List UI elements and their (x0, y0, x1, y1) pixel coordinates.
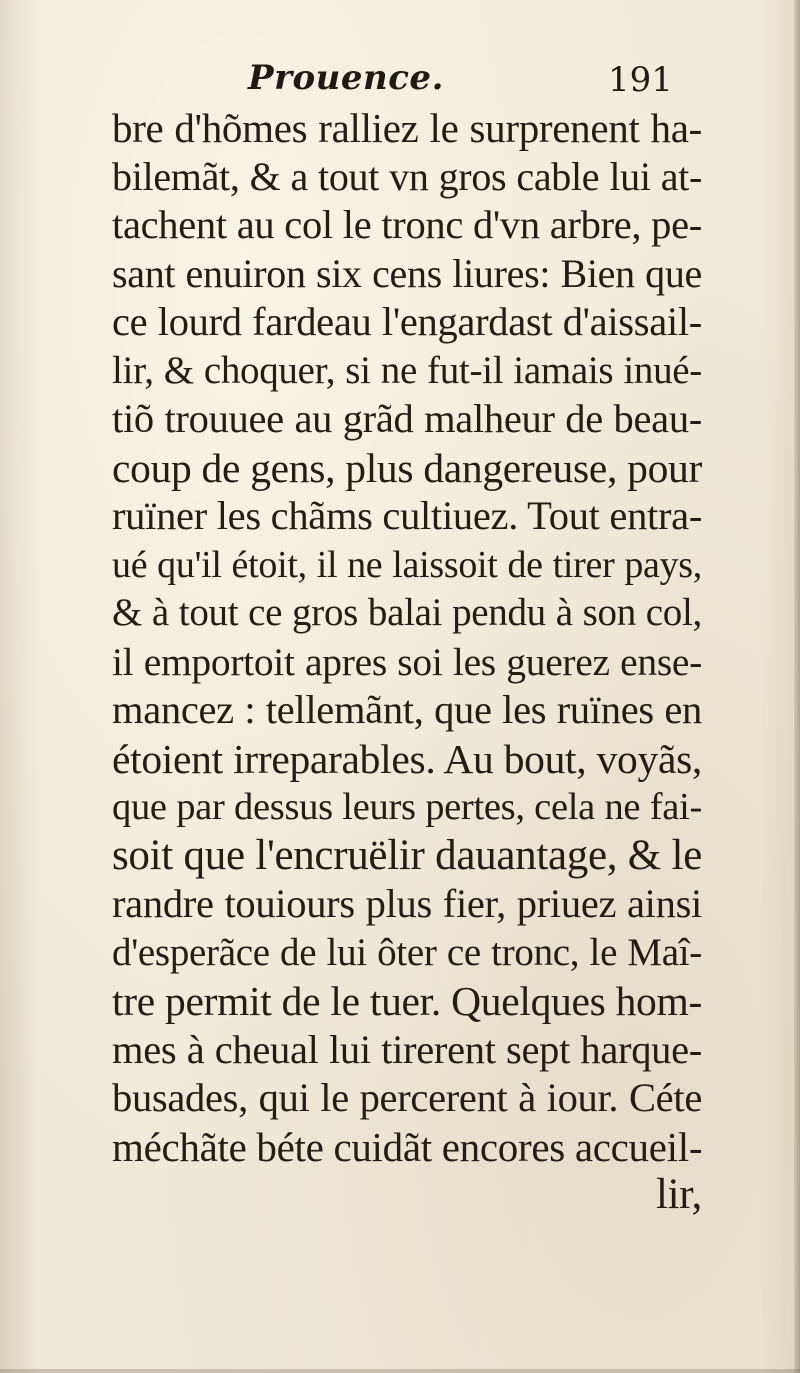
page-number: 191 (608, 60, 673, 100)
text-line: tiõ trouuee au grãd malheur de beau- (112, 396, 702, 441)
text-line: soit que l'encruëlir dauantage, & le (112, 831, 702, 879)
text-line: méchãte béte cuidãt encores accueil- (112, 1123, 703, 1170)
page-bottom-edge (0, 1369, 800, 1373)
text-line: randre touiours plus fier, priuez ainsi (112, 881, 702, 926)
text-line: busades, qui le percerent à iour. Céte (112, 1075, 702, 1120)
catchword: lir, (655, 1171, 702, 1218)
text-line: bre d'hõmes ralliez le surprenent ha- (112, 105, 702, 151)
text-line: étoient irreparables. Au bout, voyãs, (112, 735, 702, 782)
text-line: coup de gens, plus dangereuse, pour (112, 444, 702, 491)
text-line: ce lourd fardeau l'engardast d'aissail- (112, 299, 702, 344)
text-line: lir, & choquer, si ne fut-il iamais inué- (112, 348, 702, 392)
text-line: ué qu'il étoit, il ne laissoit de tirer pays, (112, 543, 702, 586)
text-line: mes à cheual lui tirerent sept harque- (112, 1026, 702, 1072)
text-line: tre permit de le tuer. Quelques hom- (112, 978, 702, 1024)
body-text (112, 104, 702, 1220)
text-line: ruïner les chãms cultiuez. Tout entra- (112, 493, 703, 538)
text-line: que par dessus leurs pertes, cela ne fai- (112, 786, 702, 828)
text-line: il emportoit apres soi les guerez ense- (112, 639, 702, 684)
text-line: bilemãt, & a tout vn gros cable lui at- (112, 153, 702, 199)
text-line: mancez : tellemãnt, que les ruïnes en (112, 687, 702, 732)
page-header (0, 58, 800, 108)
text-line: d'esperãce de lui ôter ce tronc, le Maî- (112, 930, 702, 974)
running-head: Prouence. (248, 58, 444, 98)
text-line: tachent au col le tronc d'vn arbre, pe- (112, 202, 702, 247)
page-edge-shadow (794, 0, 800, 1373)
text-line: & à tout ce gros balai pendu à son col, (112, 591, 702, 634)
text-line: sant enuiron six cens liures: Bien que (112, 250, 702, 296)
